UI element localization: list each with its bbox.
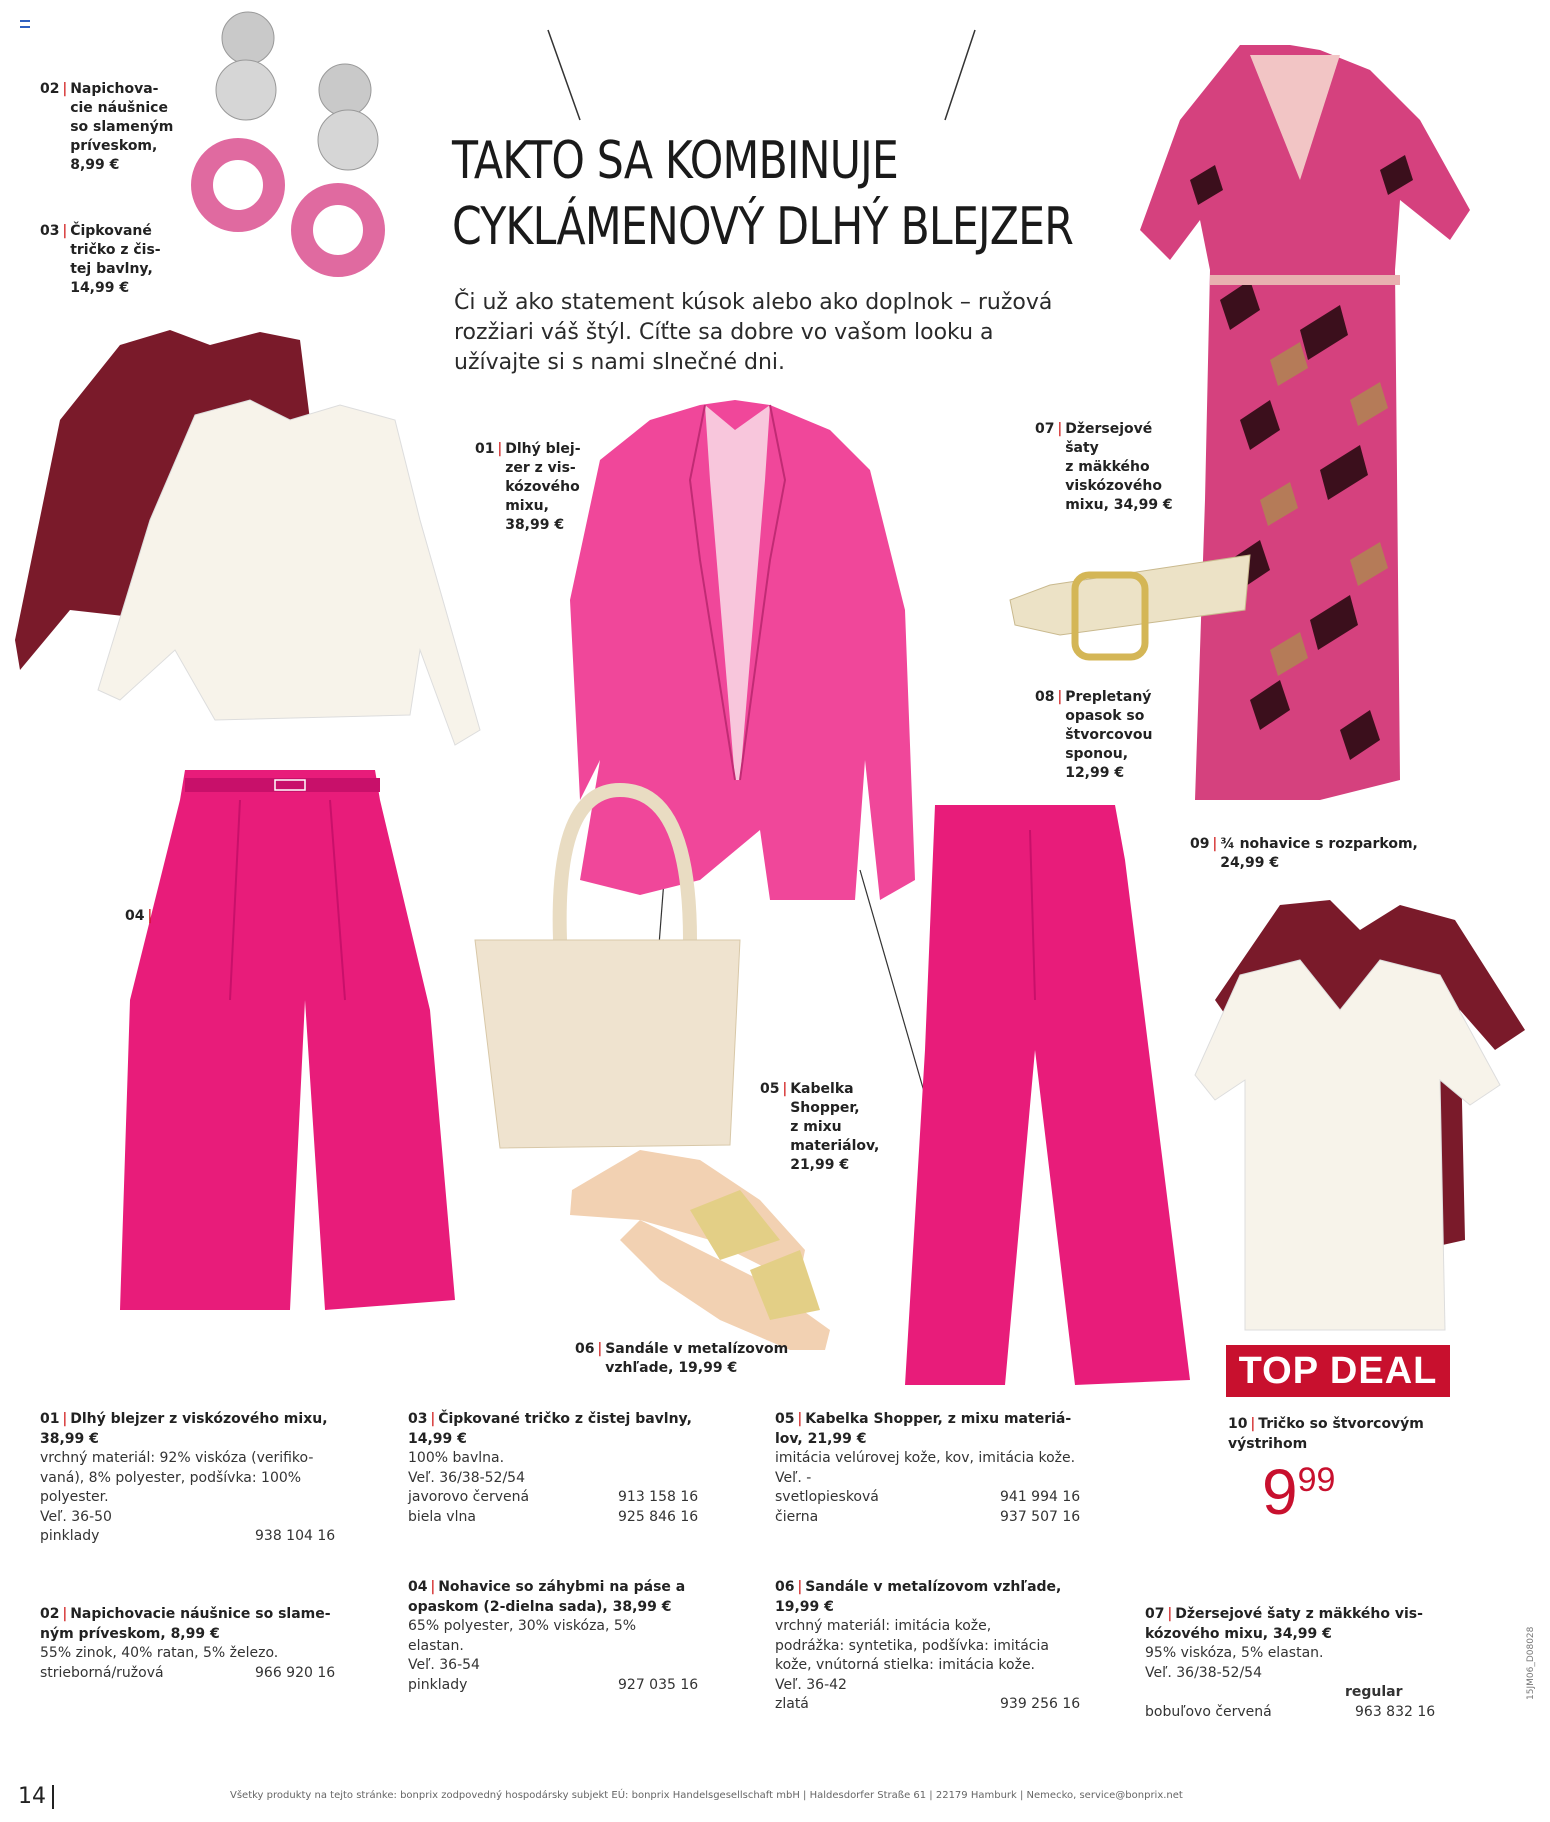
product-number: 03: [408, 1411, 428, 1427]
callout-number: 05: [760, 1081, 780, 1097]
price-cents: 99: [1297, 1461, 1336, 1499]
product-number: 02: [40, 1606, 60, 1622]
product-variant-row: [775, 1695, 1120, 1715]
callout-04-wide-trousers: 04 |: [125, 908, 153, 924]
product-variant-row: [1145, 1703, 1475, 1723]
callout-text: Čipkované tričko z čis- tej bavlny, 14,99 €: [70, 223, 161, 296]
product-03-lace-top: 03 | Čipkované tričko z čistej bavlny, 14,99 € 100% bavlna. Veľ. 36/38-52/54 javorovo červená 913 158 16 biela vlna 925 846 16: [408, 1410, 738, 1527]
page-number: [18, 1784, 54, 1809]
product-variant-row: [408, 1488, 738, 1508]
product-number: 05: [775, 1411, 795, 1427]
intro-text: Či už ako statement kúsok alebo ako doplnok – ružová rozžiari váš štýl. Cíťte sa dobre vo vašom looku a užívajte si s nami slnečné dni.: [454, 290, 1053, 375]
blazer-image: [570, 400, 915, 900]
variant-color: čierna: [775, 1508, 819, 1525]
variant-color: zlatá: [775, 1696, 809, 1712]
product-material: 65% polyester, 30% viskóza, 5% elastan. Veľ. 36-54: [408, 1618, 637, 1673]
dress-image: [1140, 45, 1470, 800]
callout-number: 04: [125, 908, 145, 924]
callout-02-earrings: 02 | Napichova- cie náušnice so slameným prívеskom, 8,99 €: [40, 81, 174, 173]
product-number: 10: [1228, 1416, 1248, 1432]
variant-code: 966 920 16: [255, 1664, 336, 1681]
variant-code: 941 994 16: [1000, 1489, 1081, 1505]
callout-number: 07: [1035, 421, 1055, 437]
callout-number: 03: [40, 223, 60, 239]
product-variant-row: [775, 1508, 1120, 1528]
callout-number: 08: [1035, 689, 1055, 705]
top-deal-badge: TOP DEAL: [1226, 1345, 1450, 1397]
variant-color: strieborná/ružová: [40, 1664, 164, 1681]
product-title: Tričko so štvorcovým výstrihom: [1228, 1416, 1424, 1452]
lace-tops-image: [15, 330, 480, 745]
callout-text: Kabelka Shopper, z mixu materiálov, 21,99 €: [790, 1081, 880, 1173]
side-code: 15JM06_D08028: [1526, 1626, 1536, 1700]
variant-code: 963 832 16: [1355, 1703, 1436, 1720]
product-material: 55% zinok, 40% ratan, 5% železo.: [40, 1645, 279, 1661]
product-variant-row: [408, 1676, 738, 1696]
product-title: Dlhý blejzer z viskózového mixu, 38,99 €: [40, 1411, 328, 1447]
product-variant-row: [408, 1508, 738, 1528]
product-02-earrings: 02 | Napichovacie náušnice so slame- ným prívеskom, 8,99 € 55% zinok, 40% ratan, 5% železo. strieborná/ružová 966 920 16: [40, 1605, 375, 1683]
product-04-wide-trousers: 04 | Nohavice so záhybmi na páse a opaskom (2-dielna sada), 38,99 € 65% polyester, 30% viskóza, 5% elastan. Veľ. 36-54 pinklady 927 035 16: [408, 1578, 738, 1695]
sandals-image: [570, 1150, 830, 1350]
product-10-tshirt: 10 | Tričko so štvorcovým výstrihom: [1228, 1416, 1424, 1452]
product-number: 01: [40, 1411, 60, 1427]
callout-07-dress: 07 | Džersejové šaty z mäkkého viskózového mixu, 34,99 €: [1035, 421, 1173, 513]
variant-code: 927 035 16: [618, 1676, 699, 1693]
product-material: imitácia velúrovej kože, kov, imitácia kože. Veľ. -: [775, 1450, 1076, 1486]
deco-line-left: [548, 30, 580, 120]
variant-color: javorovo červená: [408, 1489, 530, 1505]
product-05-bag: 05 | Kabelka Shopper, z mixu materiá- lov, 21,99 € imitácia velúrovej kože, kov, imitácia kože. Veľ. - svetlopiesková 941 994 16 čierna 937 507 16: [775, 1410, 1120, 1527]
product-title: Nohavice so záhybmi na páse a opaskom (2-dielna sada), 38,99 €: [408, 1579, 686, 1615]
callout-08-belt: 08 | Prepletaný opasok so štvorcovou sponou, 12,99 €: [1035, 689, 1153, 781]
price-integer: 9: [1262, 1456, 1298, 1528]
variant-code: 937 507 16: [1000, 1508, 1081, 1525]
product-variant-row: [40, 1527, 375, 1547]
variant-code: 939 256 16: [1000, 1696, 1081, 1712]
callout-number: 01: [475, 441, 495, 457]
variant-color: svetlopiesková: [775, 1489, 879, 1505]
variant-code: 938 104 16: [255, 1528, 336, 1544]
headline-line-1: TAKTO SA KOMBINUJE: [452, 131, 898, 191]
headline-line-2: CYKLÁMENOVÝ DLHÝ BLEJZER: [452, 197, 1074, 257]
product-title: Sandále v metalízovom vzhľade, 19,99 €: [775, 1579, 1062, 1615]
product-07-dress: 07 | Džersejové šaty z mäkkého vis- kózového mixu, 34,99 € 95% viskóza, 5% elastan. Veľ. 36/38-52/54 regular bobuľovo červená 963 832 16: [1145, 1605, 1475, 1722]
product-number: 04: [408, 1579, 428, 1595]
product-material: vrchný materiál: 92% viskóza (verifiko- vaná), 8% polyester, podšívka: 100% polyester. Veľ. 36-50: [40, 1450, 314, 1525]
product-01-blazer: 01 | Dlhý blejzer z viskózového mixu, 38,99 € vrchný materiál: 92% viskóza (verifiko- vaná), 8% polyester, podšívka: 100% polyester. Veľ. 36-50 pinklady 938 104 16: [40, 1410, 375, 1547]
tshirts-image: [1195, 900, 1525, 1330]
callout-text: Prepletaný opasok so štvorcovou sponou, 12,99 €: [1065, 689, 1153, 781]
product-variant-row: [40, 1664, 375, 1684]
deco-line-right: [945, 30, 975, 120]
pointer-line-trousers: [860, 870, 925, 1095]
page-headline: [452, 128, 1074, 260]
callout-text: Dlhý blej- zer z vis- kózového mixu, 38,99 €: [505, 441, 581, 533]
page-number-text: 14: [18, 1784, 46, 1809]
product-number: 06: [775, 1579, 795, 1595]
variant-code: 913 158 16: [618, 1489, 699, 1505]
variant-color: pinklady: [408, 1676, 468, 1693]
product-fit-label: regular: [1345, 1684, 1403, 1700]
callout-01-blazer: 01 | Dlhý blej- zer z vis- kózového mixu, 38,99 €: [475, 441, 581, 533]
product-material: 100% bavlna. Veľ. 36/38-52/54: [408, 1450, 525, 1486]
top-deal-price: [1262, 1456, 1336, 1528]
product-title: Džersejové šaty z mäkkého vis- kózového mixu, 34,99 €: [1145, 1606, 1423, 1642]
callout-text: Sandále v metalízovom vzhľade, 19,99 €: [605, 1341, 789, 1376]
callout-03-lace-top: 03 | Čipkované tričko z čis- tej bavlny, 14,99 €: [40, 223, 161, 296]
callout-number: 02: [40, 81, 60, 97]
product-title: Napichovacie náušnice so slame- ným prívеskom, 8,99 €: [40, 1606, 331, 1642]
callout-05-bag: 05 | Kabelka Shopper, z mixu materiálov, 21,99 €: [760, 1081, 880, 1173]
callout-number: 09: [1190, 836, 1210, 852]
variant-color: pinklady: [40, 1528, 100, 1544]
product-number: 07: [1145, 1606, 1165, 1622]
callout-09-trousers: 09 | ¾ nohavice s rozparkom, 24,99 €: [1190, 836, 1418, 871]
callout-number: 06: [575, 1341, 595, 1357]
product-title: Kabelka Shopper, z mixu materiá- lov, 21,99 €: [775, 1411, 1072, 1447]
product-title: Čipkované tričko z čistej bavlny, 14,99 €: [408, 1411, 692, 1447]
slim-trousers-image: [905, 805, 1190, 1385]
earrings-image: [202, 12, 378, 266]
wide-trousers-image: [120, 770, 455, 1310]
callout-text: Džersejové šaty z mäkkého viskózového mixu, 34,99 €: [1065, 421, 1173, 513]
product-variant-row: [775, 1488, 1120, 1508]
variant-color: biela vlna: [408, 1508, 476, 1525]
variant-color: bobuľovo červená: [1145, 1703, 1272, 1720]
product-06-sandals: 06 | Sandále v metalízovom vzhľade, 19,99 € vrchný materiál: imitácia kože, podrážka: syntetika, podšívka: imitácia kože, vnútorná stielka: imitácia kože. Veľ. 36-42 zlatá 939 256 16: [775, 1578, 1120, 1715]
callout-text: ¾ nohavice s rozparkom, 24,99 €: [1220, 836, 1418, 871]
product-material: vrchný materiál: imitácia kože, podrážka: syntetika, podšívka: imitácia kože, vnútorná stielka: imitácia kože. Veľ. 36-42: [775, 1618, 1049, 1693]
variant-code: 925 846 16: [618, 1508, 699, 1525]
callout-06-sandals: 06 | Sandále v metalízovom vzhľade, 19,99 €: [575, 1341, 789, 1376]
callout-text: Napichova- cie náušnice so slameným prívеskom, 8,99 €: [70, 81, 174, 173]
product-material: 95% viskóza, 5% elastan. Veľ. 36/38-52/54: [1145, 1645, 1324, 1681]
page-footer: Všetky produkty na tejto stránke: bonprix zodpovedný hospodársky subjekt EÚ: bonprix Handelsgesellschaft mbH | Haldesdorfer Straße 61 | 22179 Hamburk | Nemecko, service@bonprix.net: [230, 1790, 1183, 1801]
